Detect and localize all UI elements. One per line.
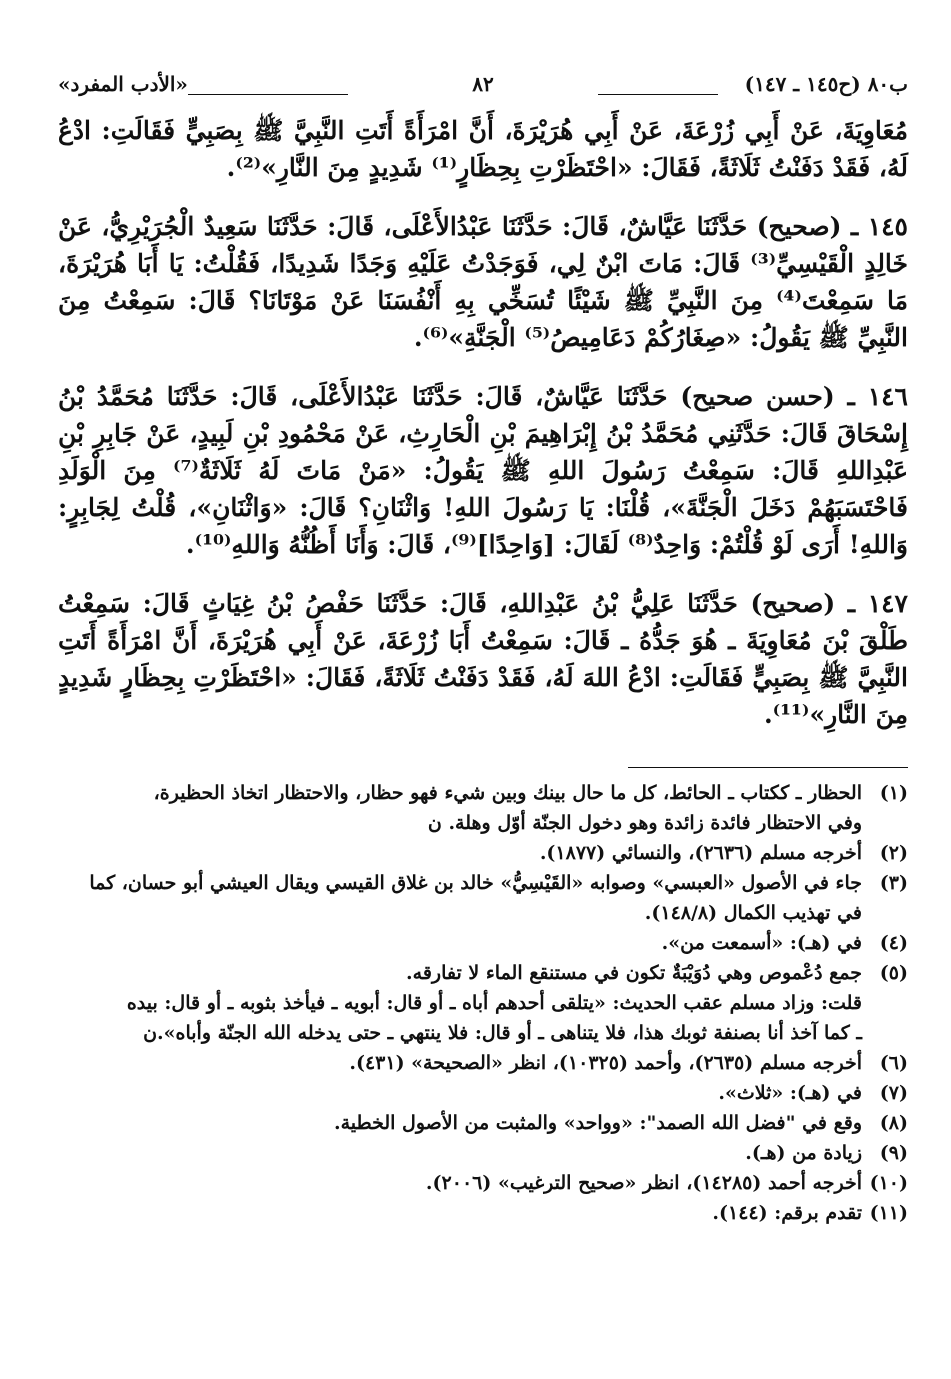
footnote-line: زيادة من (هـ). — [745, 1142, 862, 1164]
footnote-number: (٢) — [879, 842, 908, 864]
footnote-line: تقدم برقم: (١٤٤). — [712, 1202, 862, 1224]
footnote — [58, 1138, 908, 1168]
footnote — [58, 1078, 908, 1108]
footnote-number: (١١) — [869, 1202, 908, 1224]
footnote-line: في تهذيب الكمال (١٤٨/٨). — [644, 902, 862, 924]
footnote-line: ـ كما آخذ أنا بصنفة ثوبك هذا، فلا يتناهى ـ أو قال: فلا ينتهي ـ حتى يدخله الله الجنّة وأباه».ن — [143, 1022, 862, 1044]
footnote-line: أخرجه مسلم (٢٦٣٦)، والنسائي (١٨٧٧). — [539, 842, 862, 864]
header-rule-left — [188, 94, 348, 95]
paragraph-continuation: مُعَاوِيَةَ، عَنْ أَبِي زُرْعَةَ، عَنْ أَبِي هُرَيْرَةَ، أَنَّ امْرَأَةً أَتَتِ النَّبِيَّ ﷺ بِصَبِيٍّ فَقَالَتِ: ادْعُ لَهُ، فَقَدْ دَفَنْتُ ثَلَاثَةً، فَقَالَ: «احْتَظَرْتِ بِحِظَارٍ⁽¹⁾ شَدِيدٍ مِنَ النَّارِ»⁽²⁾. — [58, 116, 908, 182]
footnotes — [58, 778, 908, 1228]
book-page — [58, 72, 908, 1228]
footnote-number: (١٠) — [869, 1172, 908, 1194]
footnote-line: أخرجه مسلم (٢٦٣٥)، وأحمد (١٠٣٢٥)، انظر «الصحيحة» (٤٣١). — [349, 1052, 862, 1074]
hadith-146: ١٤٦ ـ (حسن صحيح) حَدَّثَنَا عَيَّاشٌ، قَالَ: حَدَّثَنَا عَبْدُالأَعْلَى، قَالَ: حَدَّثَنَا مُحَمَّدُ بْنُ إِسْحَاقَ قَالَ: حَدَّثَنِي مُحَمَّدُ بْنُ إِبْرَاهِيمَ بْنِ الْحَارِثِ، عَنْ مَحْمُودِ بْنِ لَبِيدٍ، عَنْ جَابِرِ بْنِ عَبْدِاللهِ قَالَ: سَمِعْتُ رَسُولَ اللهِ ﷺ يَقُولُ: «مَنْ مَاتَ لَهُ ثَلَاثَةٌ⁽⁷⁾ مِنَ الْوَلَدِ فَاحْتَسَبَهُمْ دَخَلَ الْجَنَّةَ»، قُلْنَا: يَا رَسُولَ اللهِ! وَاثْنَانِ؟ قَالَ: «وَاثْنَانِ»، قُلْتُ لِجَابِرٍ: وَاللهِ! أَرَى لَوْ قُلْتُمْ: وَاحِدٌ⁽⁸⁾ لَقَالَ: [وَاحِدًا]⁽⁹⁾، قَالَ: وَأَنَا أَظُنُّهُ وَاللهِ⁽¹⁰⁾. — [58, 382, 908, 559]
footnote-number: (٨) — [879, 1112, 908, 1134]
footnote-line: أخرجه أحمد (١٤٢٨٥)، انظر «صحيح الترغيب» (٢٠٠٦). — [425, 1172, 862, 1194]
footnote-number: (٣) — [879, 872, 908, 894]
footnote-number: (٥) — [879, 962, 908, 984]
footnote-line: الحظار ـ ككتاب ـ الحائط، كل ما حال بينك وبين شيء فهو حظار، والاحتظار اتخاذ الحظيرة، — [153, 782, 862, 804]
header-hadith-range: ب٨٠ (ح١٤٥ ـ ١٤٧) — [744, 72, 908, 96]
footnote-line: جمع دُعْموص وهي دُوَيْبَةٌ تكون في مستنقع الماء لا تفارقه. — [406, 962, 862, 984]
running-header — [58, 72, 908, 108]
footnote-line: في (هـ): «ثلاث». — [718, 1082, 862, 1104]
header-book-title: «الأدب المفرد» — [58, 72, 188, 96]
footnote — [58, 1108, 908, 1138]
footnote — [58, 868, 908, 928]
hadith-147: ١٤٧ ـ (صحيح) حَدَّثَنَا عَلِيُّ بْنُ عَبْدِاللهِ، قَالَ: حَدَّثَنَا حَفْصُ بْنُ غِيَاثٍ قَالَ: سَمِعْتُ طَلْقَ بْنَ مُعَاوِيَةَ ـ هُوَ جَدُّهُ ـ قَالَ: سَمِعْتُ أَبَا زُرْعَةَ، عَنْ أَبِي هُرَيْرَةَ، أَنَّ امْرَأَةً أَتَتِ النَّبِيَّ ﷺ بِصَبِيٍّ فَقَالَتِ: ادْعُ اللهَ لَهُ، فَقَدْ دَفَنْتُ ثَلَاثَةً، فَقَالَ: «احْتَظَرْتِ بِحِظَارٍ شَدِيدٍ مِنَ النَّارِ»⁽¹¹⁾. — [58, 589, 908, 729]
page-number: ٨٢ — [472, 72, 494, 96]
footnote-number: (٧) — [879, 1082, 908, 1104]
footnote-number: (٦) — [879, 1052, 908, 1074]
main-text — [58, 112, 908, 733]
footnote — [58, 778, 908, 838]
footnote — [58, 958, 908, 1048]
footnote-number: (١) — [879, 782, 908, 804]
footnote — [58, 928, 908, 958]
footnote — [58, 1198, 908, 1228]
footnote-divider — [628, 767, 908, 768]
footnote-line: في (هـ): «أسمعت من». — [661, 932, 862, 954]
footnote — [58, 838, 908, 868]
footnote-line: وقع في "فضل الله الصمد": «وواحد» والمثبت من الأصول الخطية. — [333, 1112, 862, 1134]
footnote — [58, 1168, 908, 1198]
footnote-line: وفي الاحتظار فائدة زائدة وهو دخول الجنّة أوّل وهلة. ن — [427, 812, 862, 834]
footnote-number: (٩) — [879, 1142, 908, 1164]
hadith-145: ١٤٥ ـ (صحيح) حَدَّثَنَا عَيَّاشٌ، قَالَ: حَدَّثَنَا عَبْدُالأَعْلَى، قَالَ: حَدَّثَنَا سَعِيدٌ الْجُرَيْرِيُّ، عَنْ خَالِدٍ الْقَيْسِيِّ⁽³⁾ قَالَ: مَاتَ ابْنٌ لِي، فَوَجَدْتُ عَلَيْهِ وَجَدًا شَدِيدًا، فَقُلْتُ: يَا أَبَا هُرَيْرَةَ، مَا سَمِعْتَ⁽⁴⁾ مِنَ النَّبِيِّ ﷺ شَيْئًا تُسَخِّي بِهِ أَنْفُسَنَا عَنْ مَوْتَانَا؟ قَالَ: سَمِعْتُ مِنَ النَّبِيِّ ﷺ يَقُولُ: «صِغَارُكُمْ دَعَامِيصُ⁽⁵⁾ الْجَنَّةِ»⁽⁶⁾. — [58, 212, 909, 352]
footnote-line: قلت: وزاد مسلم عقب الحديث: «يتلقى أحدهم أباه ـ أو قال: أبويه ـ فيأخذ بثوبه ـ أو قال: بيده — [126, 992, 862, 1014]
footnote-line: جاء في الأصول «العبسي» وصوابه «القَيْسِيُّ» خالد بن غلاق القيسي ويقال العيشي أبو حسان، كما — [89, 872, 862, 894]
footnote-number: (٤) — [879, 932, 908, 954]
footnote — [58, 1048, 908, 1078]
